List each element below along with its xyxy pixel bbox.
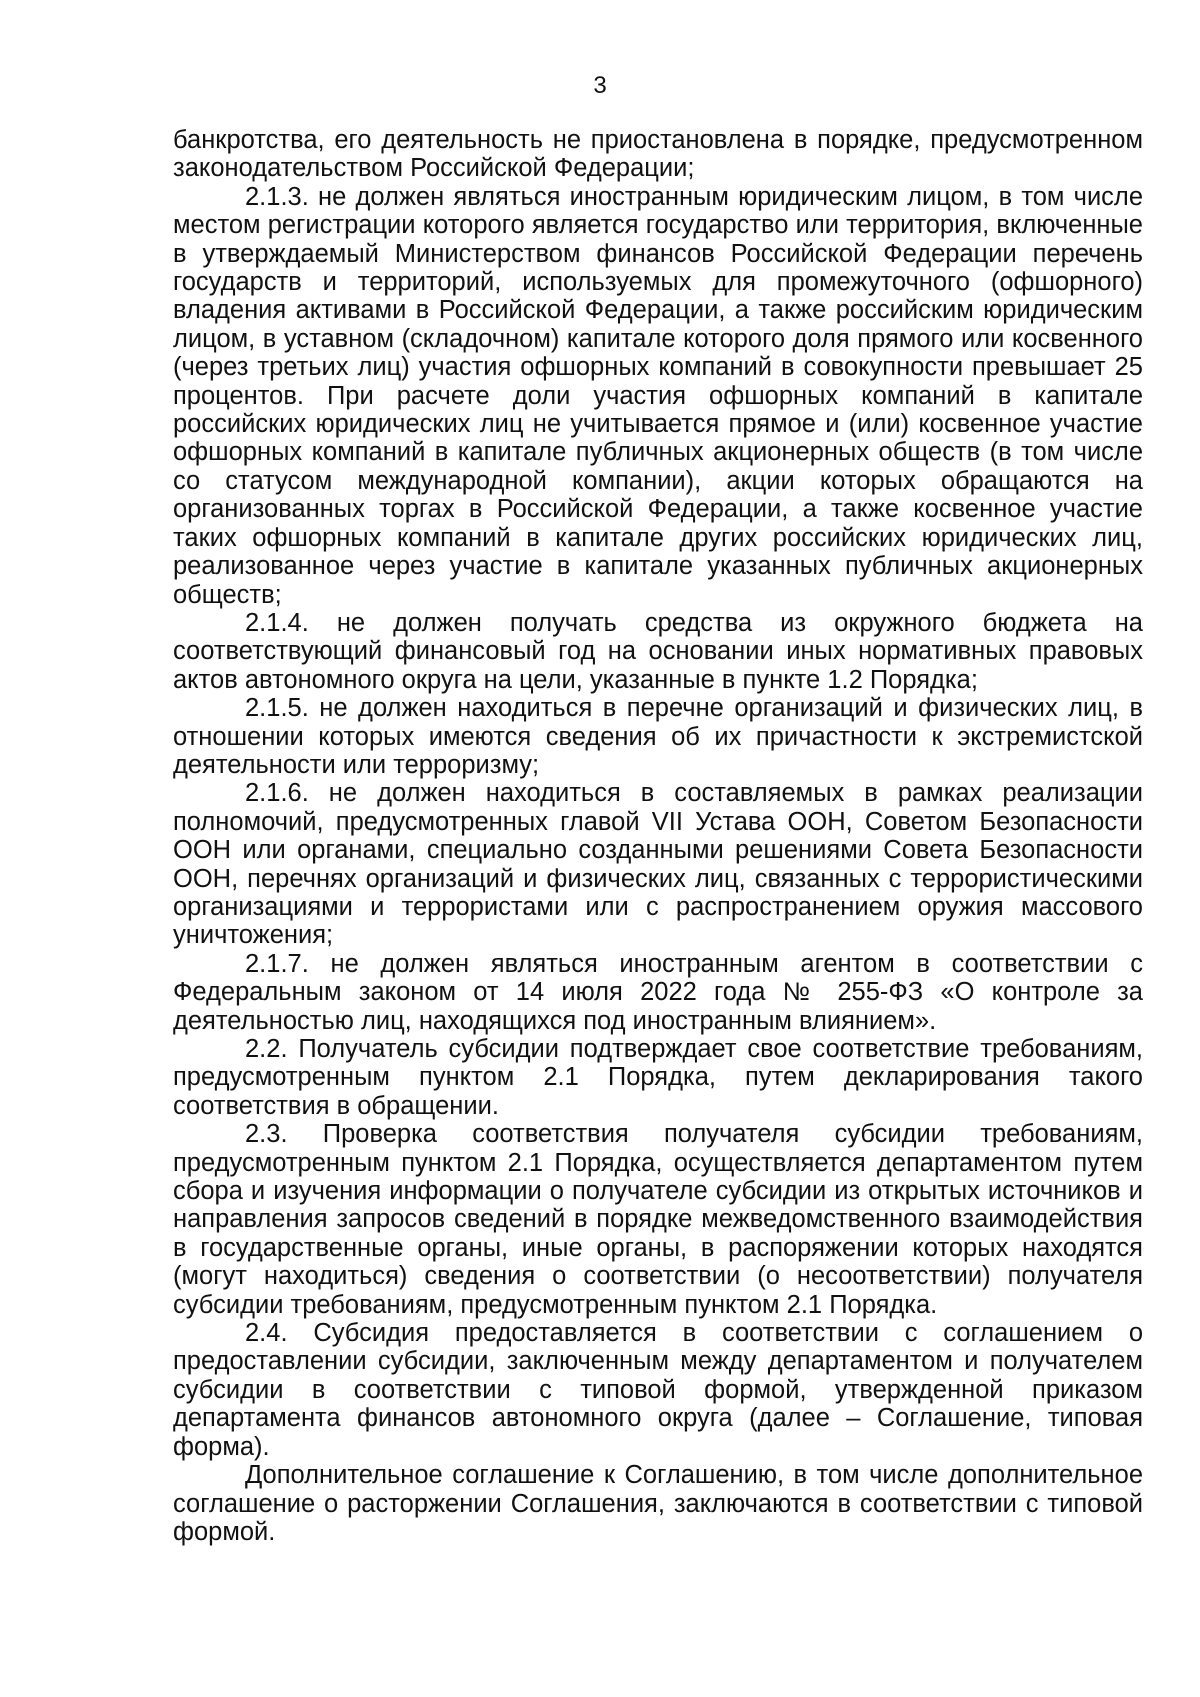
paragraph-text: не должен находиться в перечне организаций и физических лиц, в отношении которых имеются сведения об их причастности к экстремистской деятельности или терроризму; xyxy=(173,694,1143,779)
clause-number: 2.2. xyxy=(245,1035,288,1063)
paragraph-text: не должен являться иностранным агентом в соответствии с Федеральным законом от 14 июля 2022 года № 255-ФЗ «О контроле за деятельностью лиц, находящихся под иностранным влиянием». xyxy=(173,949,1143,1035)
paragraph-additional-agreement xyxy=(173,1461,1143,1546)
paragraph-2-1-4 xyxy=(173,609,1143,694)
clause-number: 2.1.6. xyxy=(245,779,309,808)
clause-number: 2.1.7. xyxy=(245,949,309,978)
paragraph-2-4 xyxy=(173,1319,1143,1461)
document-body xyxy=(173,126,1143,1546)
clause-number: 2.4. xyxy=(245,1319,288,1348)
paragraph-2-3 xyxy=(173,1120,1143,1319)
paragraph-text: Дополнительное соглашение к Соглашению, в том числе дополнительное соглашение о расторжении Соглашения, заключаются в соответствии с типовой формой. xyxy=(173,1461,1143,1546)
paragraph-2-1-3 xyxy=(173,183,1143,609)
paragraph-2-1-6 xyxy=(173,779,1143,949)
clause-number: 2.1.4. xyxy=(245,608,309,637)
page-number: 3 xyxy=(593,72,607,99)
paragraph-2-1-5 xyxy=(173,694,1143,779)
paragraph-text: не должен находиться в составляемых в рамках реализации полномочий, предусмотренных главой VII Устава ООН, Советом Безопасности ООН или органами, специально созданными решениями Совета Безопасности ООН, перечнях организаций и физических лиц, связанных с террористическими организациями и террористами или с распространением оружия массового уничтожения; xyxy=(173,779,1143,950)
paragraph-text: банкротства, его деятельность не приостановлена в порядке, предусмотренном законодательством Российской Федерации; xyxy=(173,126,1143,183)
clause-number: 2.3. xyxy=(245,1120,288,1149)
paragraph-text: Субсидия предоставляется в соответствии с соглашением о предоставлении субсидии, заключенным между департаментом и получателем субсидии в соответствии с типовой формой, утвержденной приказом департамента финансов автономного округа (далее – Соглашение, типовая форма). xyxy=(173,1319,1143,1461)
paragraph-text: не должен получать средства из окружного бюджета на соответствующий финансовый год на основании иных нормативных правовых актов автономного округа на цели, указанные в пункте 1.2 Порядка; xyxy=(173,608,1143,694)
paragraph-2-1-7 xyxy=(173,950,1143,1035)
paragraph-text: Получатель субсидии подтверждает свое соответствие требованиям, предусмотренным пунктом 2.1 Порядка, путем декларирования такого соответствия в обращении. xyxy=(173,1035,1143,1120)
paragraph-2-2 xyxy=(173,1035,1143,1120)
paragraph-text: Проверка соответствия получателя субсидии требованиям, предусмотренным пунктом 2.1 Порядка, осуществляется департаментом путем сбора и изучения информации о получателе субсидии из открытых источников и направления запросов сведений в порядке межведомственного взаимодействия в государственные органы, иные органы, в распоряжении которых находятся (могут находиться) сведения о соответствии (о несоответствии) получателя субсидии требованиям, предусмотренным пунктом 2.1 Порядка. xyxy=(173,1120,1143,1319)
clause-number: 2.1.3. xyxy=(245,182,309,211)
paragraph-continuation xyxy=(173,126,1143,183)
paragraph-text: не должен являться иностранным юридическим лицом, в том числе местом регистрации которого является государство или территория, включенные в утверждаемый Министерством финансов Российской Федерации перечень государств и территорий, используемых для промежуточного (офшорного) владения активами в Российской Федерации, а также российским юридическим лицом, в уставном (складочном) капитале которого доля прямого или косвенного (через третьих лиц) участия офшорных компаний в совокупности превышает 25 процентов. При расчете доли участия офшорных компаний в капитале российских юридических лиц не учитывается прямое и (или) косвенное участие офшорных компаний в капитале публичных акционерных обществ (в том числе со статусом международной компании), акции которых обращаются на организованных торгах в Российской Федерации, а также косвенное участие таких офшорных компаний в капитале других российских юридических лиц, реализованное через участие в капитале указанных публичных акционерных обществ; xyxy=(173,182,1143,609)
clause-number: 2.1.5. xyxy=(245,694,309,723)
